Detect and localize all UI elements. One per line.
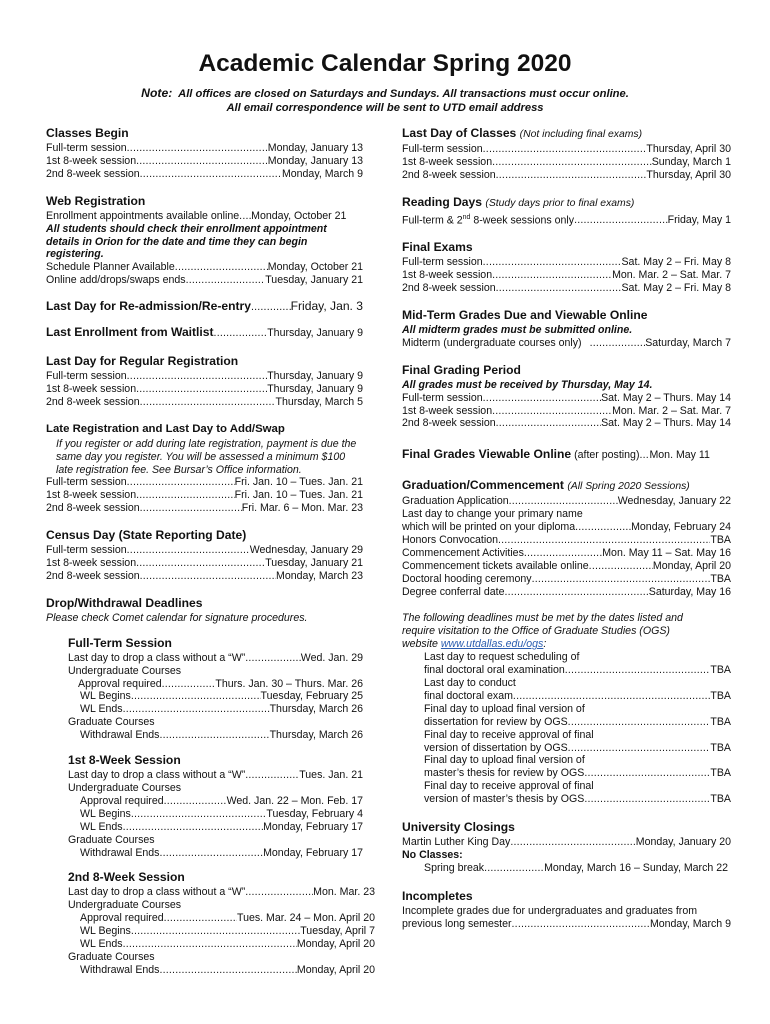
date-row: Last Day for Re-admission/Re-entry ..... Friday, Jan. 3 [46,300,363,314]
late-registration-section [46,422,363,515]
date-row: final doctoral exam ..... TBA [424,690,731,703]
date-row: 2nd 8-week session ..... Thursday, April 30 [402,169,731,182]
registration-warning: All students should check their enrollment appointment details in Orion for the date and time they can begin registering. [46,222,327,261]
ogs-item-pre: Last day to conduct [424,677,516,689]
date-row: Last day to drop a class without a “W” ..... Wed. Jan. 29 [68,652,363,665]
section-heading: University Closings [402,820,515,835]
date-row: Spring break ..... Monday, March 16 – Sunday, March 22 [402,862,731,875]
readmission-section [46,300,363,314]
date-row: 2nd 8-week session ..... Sat. May 2 – Fri. May 8 [402,282,731,295]
date-row: Degree conferral date ..... Saturday, May 16 [402,586,731,599]
date-row: 1st 8-week session ..... Thursday, January 9 [46,383,363,396]
section-heading: Mid-Term Grades Due and Viewable Online [402,307,648,322]
date-row: 2nd 8-week session ..... Monday, March 23 [46,570,363,583]
page-title: Academic Calendar Spring 2020 [198,50,572,77]
section-heading: Graduation/Commencement (All Spring 2020 Sessions) [402,478,690,493]
section-heading: Classes Begin [46,126,129,140]
date-row: 2nd 8-week session ..... Sat. May 2 – Thurs. May 14 [402,417,731,430]
closings-section [402,820,731,875]
final-grading-note: All grades must be received by Thursday, May 14. [402,378,653,391]
ogs-item-pre: Final day to upload final version of [424,754,585,767]
drop-note: Please check Comet calendar for signature procedures. [46,611,308,624]
first-8-week-subsection [46,753,363,859]
date-row: Full-term & 2nd 8-week sessions only ..... Friday, May 1 [402,212,731,227]
late-registration-note: If you register or add during late registration, payment is due the same day you register. You will be assessed a minimum $100 late registration fee. See Bursar’s Office information. [56,437,357,476]
final-grading-section [402,363,731,431]
drop-withdrawal-section [46,595,375,977]
note-line2: All email correspondence will be sent to UTD email address [226,102,544,114]
date-row: 2nd 8-week session ..... Fri. Mar. 6 – Mon. Mar. 23 [46,502,363,515]
ogs-intro: The following deadlines must be met by the dates listed and [402,612,683,625]
date-row: final doctoral oral examination ..... TBA [424,664,731,677]
ogs-item-pre: Last day to request scheduling of [424,651,580,664]
date-row: version of master’s thesis by OGS ..... TBA [424,793,731,806]
date-row: 1st 8-week session ..... Tuesday, January 21 [46,557,363,570]
graduation-section [402,478,731,598]
last-day-classes-section [402,126,731,182]
date-row: Full-term session ..... Thursday, January 9 [46,370,363,383]
date-row: Approval required ..... Wed. Jan. 22 – Mon. Feb. 17 [68,795,363,808]
date-row: 1st 8-week session ..... Mon. Mar. 2 – Sat. Mar. 7 [402,269,731,282]
section-heading: Late Registration and Last Day to Add/Swap [46,422,285,435]
date-row: Honors Convocation ..... TBA [402,534,731,547]
date-row: 1st 8-week session ..... Sunday, March 1 [402,156,731,169]
date-row: Martin Luther King Day ..... Monday, January 20 [402,836,731,849]
section-heading: Census Day (State Reporting Date) [46,528,247,543]
date-row: WL Begins ..... Tuesday, April 7 [68,925,375,938]
date-row: master’s thesis for review by OGS ..... TBA [424,767,731,780]
incompletes-line: Incomplete grades due for undergraduates and graduates from [402,904,698,917]
date-row: WL Ends ..... Monday, February 17 [68,821,363,834]
date-row: Approval required ..... Tues. Mar. 24 – Mon. April 20 [68,912,375,925]
final-exams-section [402,240,731,295]
ogs-item-pre: Final day to receive approval of final [424,728,594,741]
date-row: Full-term session ..... Fri. Jan. 10 – Tues. Jan. 21 [46,476,363,489]
date-row: previous long semester ..... Monday, March 9 [402,918,731,931]
midterm-note: All midterm grades must be submitted online. [402,323,633,336]
date-row: Schedule Planner Available ..... Monday, October 21 [46,261,363,274]
date-row: Last day to drop a class without a “W” ..... Tues. Jan. 21 [68,769,363,782]
date-row: WL Ends ..... Thursday, March 26 [68,703,363,716]
section-heading: Final Exams [402,240,473,255]
subsection-heading: Full-Term Session [68,635,172,650]
final-grades-viewable-section [402,448,731,462]
midterm-section [402,308,731,350]
date-row: Commencement tickets available online ..... Monday, April 20 [402,560,731,573]
note-line1: All offices are closed on Saturdays and Sundays. All transactions must occur online. [178,88,629,100]
incompletes-section [402,889,731,931]
office-note [0,86,770,115]
date-row: WL Begins ..... Tuesday, February 25 [68,690,363,703]
date-row: Enrollment appointments available online ..... Monday, October 21 [46,210,363,223]
date-row: 1st 8-week session ..... Fri. Jan. 10 – Tues. Jan. 21 [46,489,363,502]
course-type-label: Graduate Courses [68,833,155,846]
subsection-heading: 1st 8-Week Session [68,753,181,768]
date-row: Withdrawal Ends ..... Thursday, March 26 [68,729,363,742]
section-heading: Final Grading Period [402,362,521,377]
date-row: Full-term session ..... Sat. May 2 – Fri. May 8 [402,256,731,269]
date-row: 1st 8-week session ..... Monday, January 13 [46,155,363,168]
date-row: Withdrawal Ends ..... Monday, February 17 [68,847,363,860]
subsection-heading: 2nd 8-Week Session [68,870,185,885]
course-type-label: Undergraduate Courses [68,782,182,794]
date-row: WL Begins ..... Tuesday, February 4 [68,808,363,821]
date-row: Graduation Application ..... Wednesday, January 22 [402,495,731,508]
date-row: 1st 8-week session ..... Mon. Mar. 2 – Sat. Mar. 7 [402,405,731,418]
course-type-label: Graduate Courses [68,716,155,729]
date-row: 2nd 8-week session ..... Monday, March 9 [46,168,363,181]
section-heading: Reading Days (Study days prior to final exams) [402,194,635,209]
date-row: Full-term session ..... Sat. May 2 – Thurs. May 14 [402,392,731,405]
date-row: Full-term session ..... Monday, January 13 [46,142,363,155]
web-registration-section [46,194,363,287]
ogs-section [402,612,731,806]
date-row: Full-term session ..... Thursday, April 30 [402,143,731,156]
date-row: Doctoral hooding ceremony ..... TBA [402,573,731,586]
date-row: WL Ends ..... Monday, April 20 [68,938,375,951]
ogs-website-link[interactable]: www.utdallas.edu/ogs [440,638,544,651]
date-row: Last Enrollment from Waitlist ..... Thursday, January 9 [46,326,363,340]
course-type-label: Graduate Courses [68,950,155,963]
ogs-intro: require visitation to the Office of Graduate Studies (OGS) [402,625,670,638]
date-row: Last day to drop a class without a “W” ..... Mon. Mar. 23 [68,886,375,899]
date-row: Commencement Activities ..... Mon. May 11 – Sat. May 16 [402,547,731,560]
note-lead: Note: [141,86,173,100]
ogs-items [402,651,731,806]
date-row: which will be printed on your diploma ..... Monday, February 24 [402,521,731,534]
date-row: Online add/drops/swaps ends ..... Tuesday, January 21 [46,274,363,287]
census-section [46,528,363,583]
date-row: version of dissertation by OGS ..... TBA [424,742,731,755]
ogs-item-pre: Final day to upload final version of [424,702,585,715]
date-row: Withdrawal Ends ..... Monday, April 20 [68,964,375,977]
no-classes-label: No Classes: [402,848,463,861]
date-row: dissertation for review by OGS ..... TBA [424,716,731,729]
section-heading: Last Day of Classes (Not including final exams) [402,126,643,140]
section-heading: Drop/Withdrawal Deadlines [46,595,203,610]
date-row: Midterm (undergraduate courses only) ..... Saturday, March 7 [402,337,731,350]
date-row: Final Grades Viewable Online (after posting) ..... Mon. May 11 [402,448,731,462]
classes-begin-section [46,126,363,181]
date-row: Approval required ..... Thurs. Jan. 30 – Thurs. Mar. 26 [68,678,363,691]
date-row: Full-term session ..... Wednesday, January 29 [46,544,363,557]
right-column [402,126,731,944]
ogs-item-pre: Final day to receive approval of final [424,780,594,793]
course-type-label: Undergraduate Courses [68,899,182,912]
full-term-subsection [46,636,363,742]
second-8-week-subsection [46,870,375,976]
name-change-line: Last day to change your primary name [402,508,583,521]
waitlist-section [46,326,363,340]
section-heading: Last Day for Regular Registration [46,353,239,368]
date-row: 2nd 8-week session ..... Thursday, March 5 [46,396,363,409]
left-column [46,126,375,990]
section-heading: Web Registration [46,193,146,208]
course-type-label: Undergraduate Courses [68,664,182,677]
reading-days-section [402,195,731,227]
ogs-website-line: website www.utdallas.edu/ogs: [402,638,547,651]
regular-registration-section [46,354,363,409]
section-heading: Incompletes [402,888,473,903]
